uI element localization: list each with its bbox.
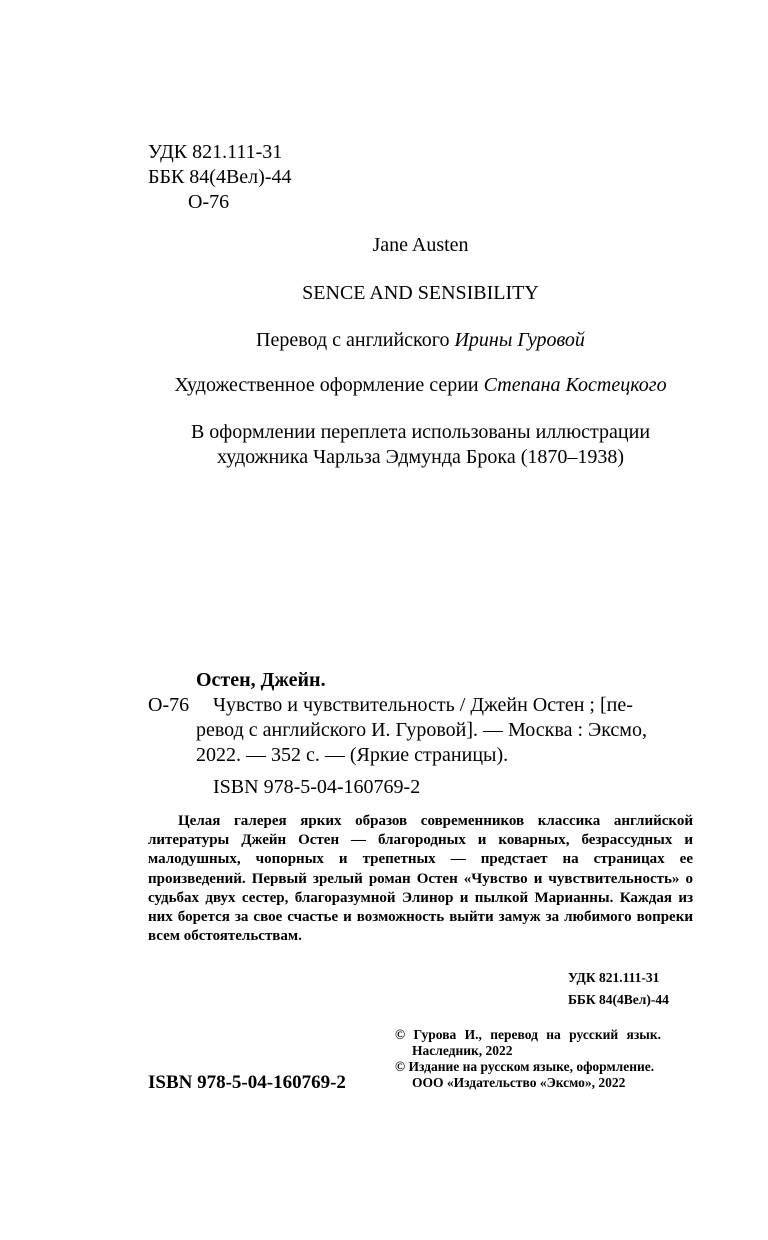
udk-code: УДК 821.111-31 bbox=[148, 141, 283, 163]
design-credit bbox=[148, 373, 693, 398]
copyright-line-1: © Гурова И., перевод на русский язык. bbox=[395, 1027, 661, 1042]
illustrations-line-2: художника Чарльза Эдмунда Брока (1870–1938) bbox=[216, 446, 625, 468]
designer-name: Степана Костецкого bbox=[483, 374, 667, 396]
isbn-bottom: ISBN 978-5-04-160769-2 bbox=[148, 1072, 346, 1093]
design-prefix: Художественное оформление серии bbox=[174, 374, 479, 396]
catalog-heading: Остен, Джейн. bbox=[196, 669, 326, 691]
translation-credit bbox=[148, 328, 693, 353]
bbk-code: ББК 84(4Вел)-44 bbox=[148, 166, 292, 188]
illustrations-line-1: В оформлении переплета использованы иллюстрации bbox=[190, 421, 651, 443]
original-title: SENCE AND SENSIBILITY bbox=[302, 282, 539, 304]
annotation-bbk: ББК 84(4Вел)-44 bbox=[568, 992, 669, 1007]
catalog-line-1: Чувство и чувствительность / Джейн Остен ; [пе- bbox=[213, 694, 633, 716]
translation-prefix: Перевод с английского bbox=[256, 329, 450, 351]
catalog-isbn: ISBN 978-5-04-160769-2 bbox=[213, 776, 421, 798]
annotation bbox=[148, 812, 693, 946]
translator-name: Ирины Гуровой bbox=[454, 329, 585, 351]
catalog-mark: О-76 bbox=[148, 694, 190, 716]
author-name: Jane Austen bbox=[372, 234, 469, 256]
catalog-line-3: 2022. — 352 с. — (Яркие страницы). bbox=[196, 744, 509, 766]
copyright-line-3: © Издание на русском языке, оформление. bbox=[395, 1059, 655, 1074]
copyright-line-2: Наследник, 2022 bbox=[412, 1043, 513, 1058]
catalog-line-2: ревод с английского И. Гуровой]. — Москва : Эксмо, bbox=[196, 719, 647, 741]
author-mark: О-76 bbox=[188, 191, 230, 213]
annotation-text: Целая галерея ярких образов современников классика английской литературы Джейн Остен — благородных и коварных, безрассудных и малодушных, чопорных и трепетных — предстает на страницах ее произведений. Первый зрелый роман Остен «Чувство и чувствительность» о судьбах двух сестер, благоразумной Элинор и пылкой Марианны. Каждая из них борется за свое счастье и возможность выйти замуж за любимого вопреки всем обстоятельствам. bbox=[148, 813, 693, 945]
annotation-udk: УДК 821.111-31 bbox=[568, 970, 660, 985]
copyright-line-4: ООО «Издательство «Эксмо», 2022 bbox=[412, 1075, 626, 1090]
